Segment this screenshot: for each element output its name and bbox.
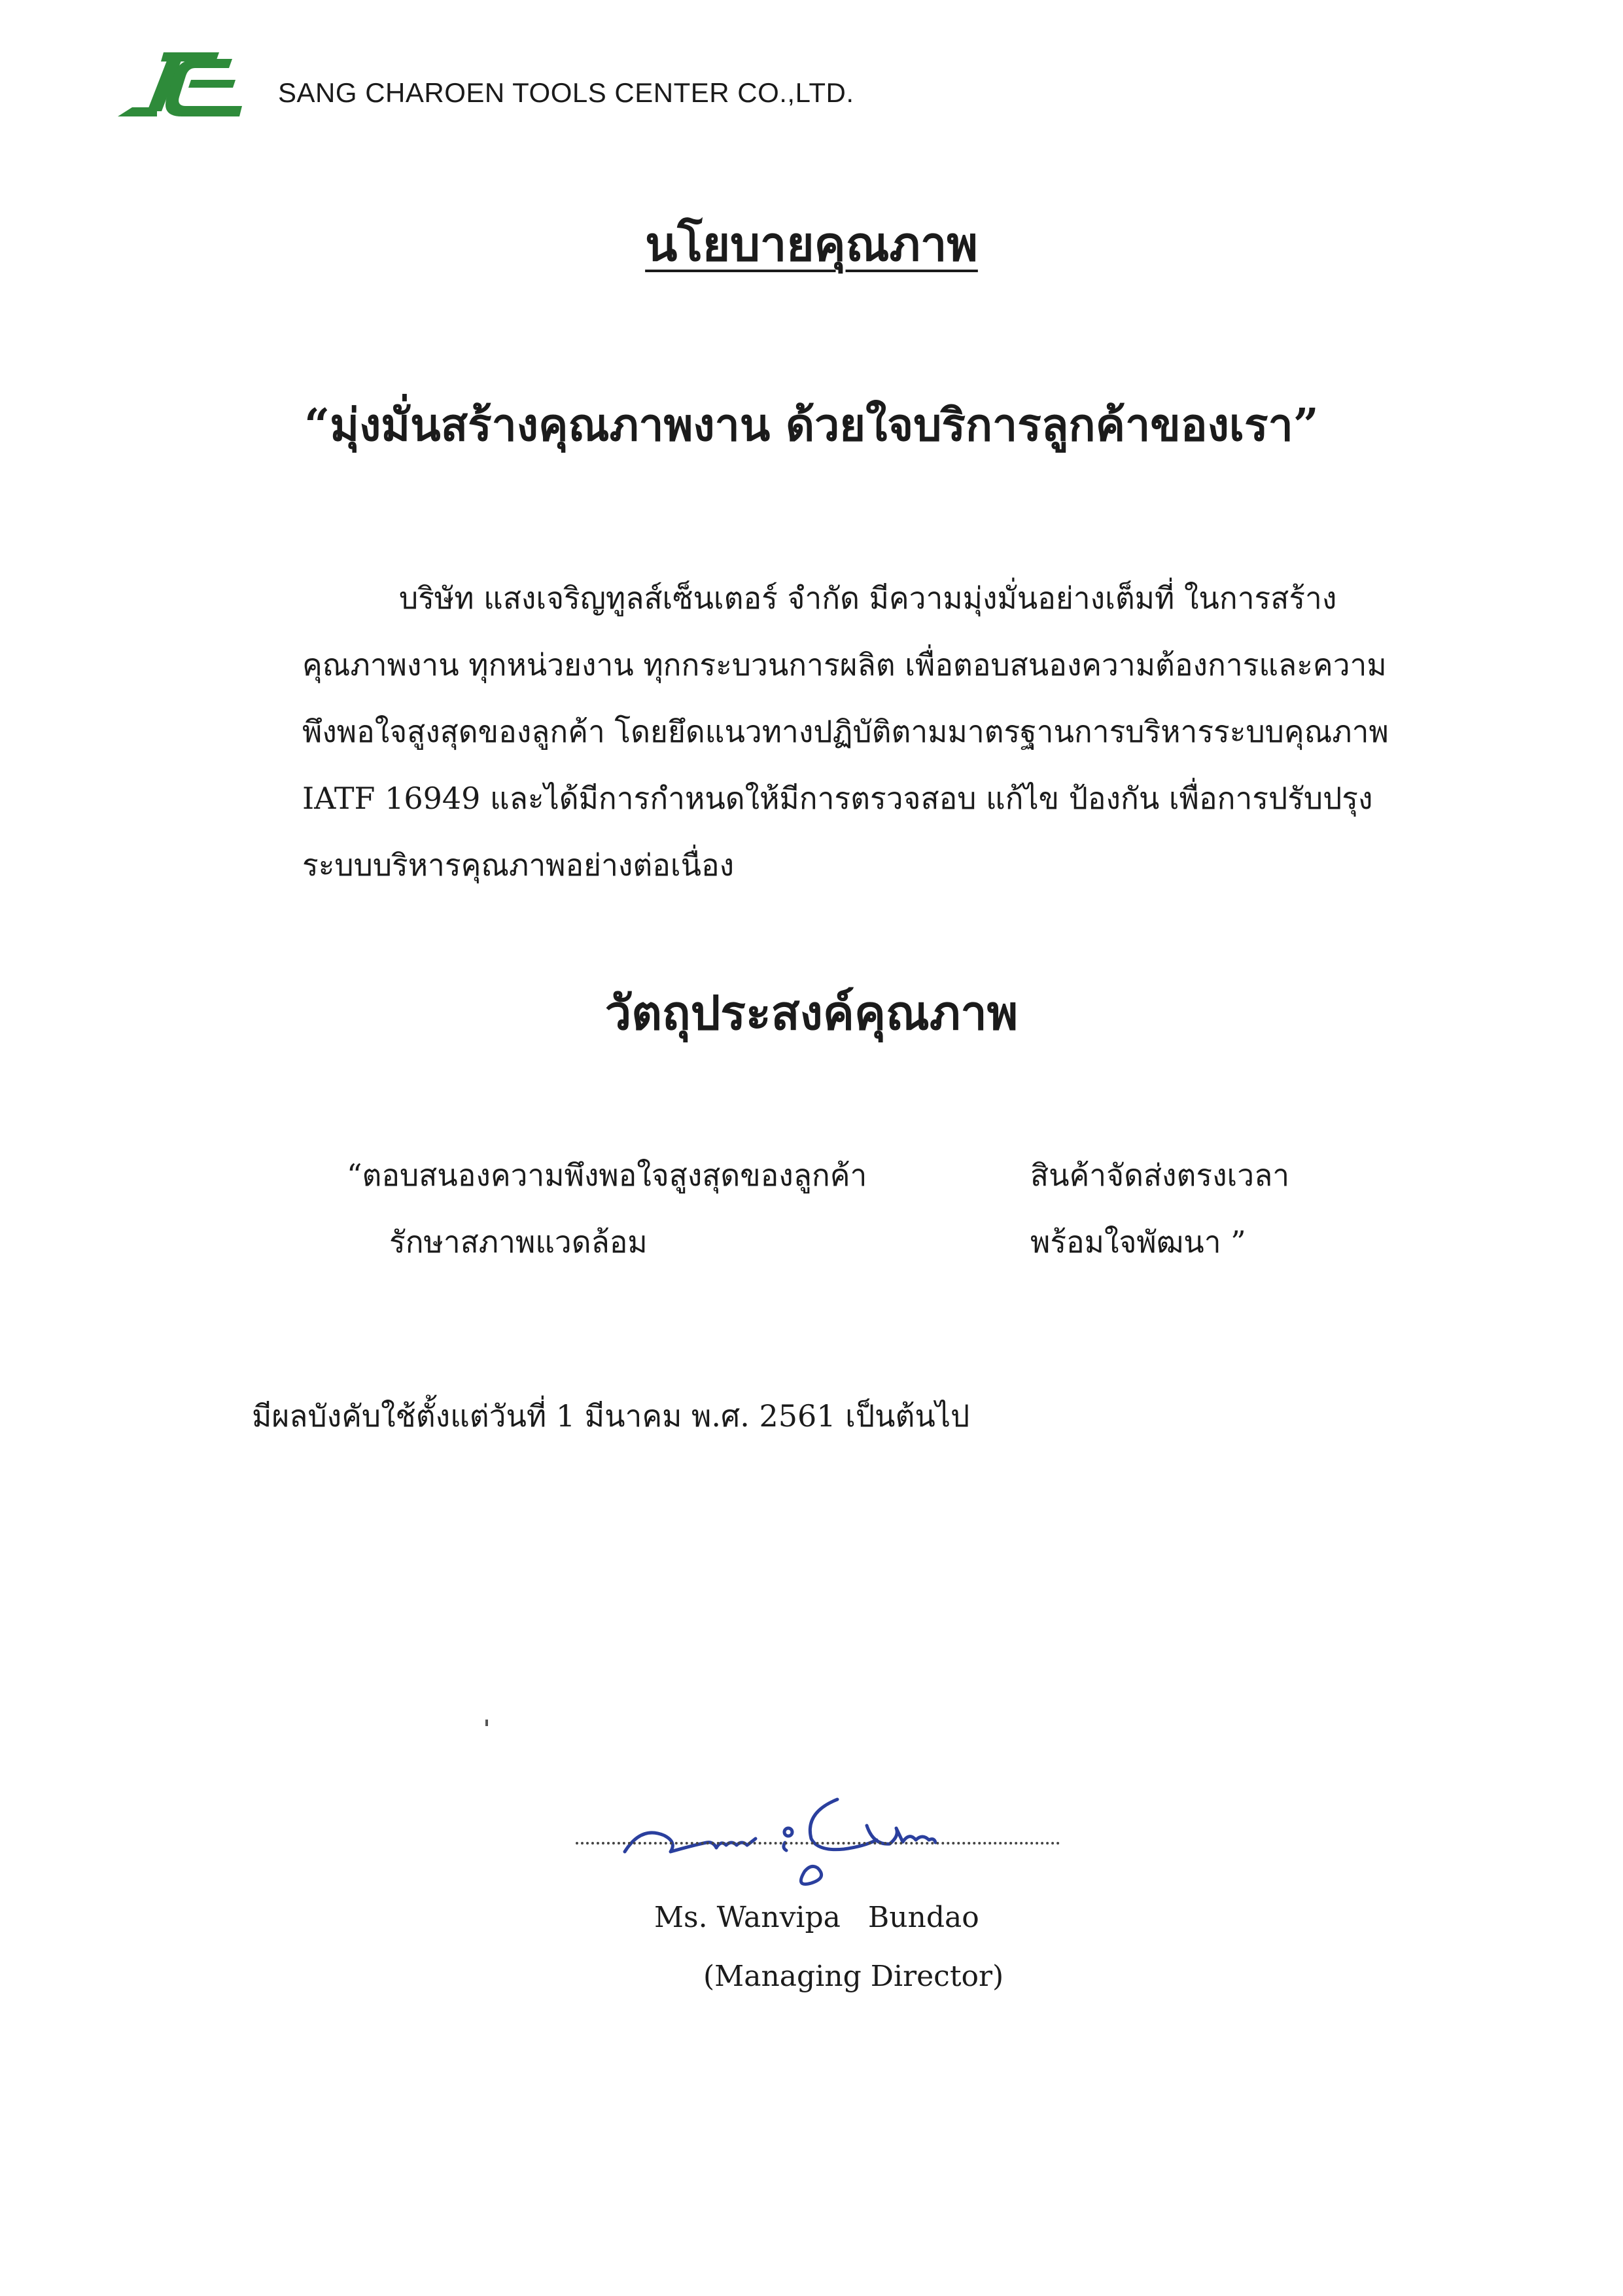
signer-title: (Managing Director) [703, 1960, 1004, 1993]
objective-item: “ตอบสนองความพึงพอใจสูงสุดของลูกค้า [347, 1157, 867, 1193]
signature-image [615, 1780, 968, 1891]
objectives-heading: วัตถุประสงค์คุณภาพ [604, 985, 1019, 1040]
objective-item: สินค้าจัดส่งตรงเวลา [1030, 1157, 1290, 1193]
policy-paragraph-line: คุณภาพงาน ทุกหน่วยงาน ทุกกระบวนการผลิต เพื่อตอบสนองความต้องการและความ [302, 647, 1387, 682]
signer-name: Ms. Wanvipa Bundao [654, 1901, 979, 1934]
policy-title-text: นโยบายคุณภาพ [645, 216, 978, 272]
policy-title [0, 206, 1623, 281]
objective-item: รักษาสภาพแวดล้อม [389, 1224, 648, 1260]
policy-paragraph-line: IATF 16949 และได้มีการกำหนดให้มีการตรวจสอบ แก้ไข ป้องกัน เพื่อการปรับปรุง [302, 781, 1373, 816]
objective-item: พร้อมใจพัฒนา ” [1030, 1224, 1246, 1260]
policy-paragraph-line: บริษัท แสงเจริญทูลส์เซ็นเตอร์ จำกัด มีความมุ่งมั่นอย่างเต็มที่ ในการสร้าง [399, 580, 1337, 616]
policy-paragraph-line: ระบบบริหารคุณภาพอย่างต่อเนื่อง [302, 847, 735, 883]
policy-paragraph-line: พึงพอใจสูงสุดของลูกค้า โดยยึดแนวทางปฏิบัติตามมาตรฐานการบริหารระบบคุณภาพ [302, 714, 1389, 749]
stray-mark [485, 1720, 488, 1726]
policy-slogan: “มุ่งมั่นสร้างคุณภาพงาน ด้วยใจบริการลูกค้าของเรา” [304, 399, 1319, 451]
company-name: SANG CHAROEN TOOLS CENTER CO.,LTD. [278, 77, 854, 108]
company-logo [111, 46, 249, 121]
effective-date: มีผลบังคับใช้ตั้งแต่วันที่ 1 มีนาคม พ.ศ. 2561 เป็นต้นไป [252, 1398, 970, 1434]
signature-line [576, 1842, 1060, 1845]
